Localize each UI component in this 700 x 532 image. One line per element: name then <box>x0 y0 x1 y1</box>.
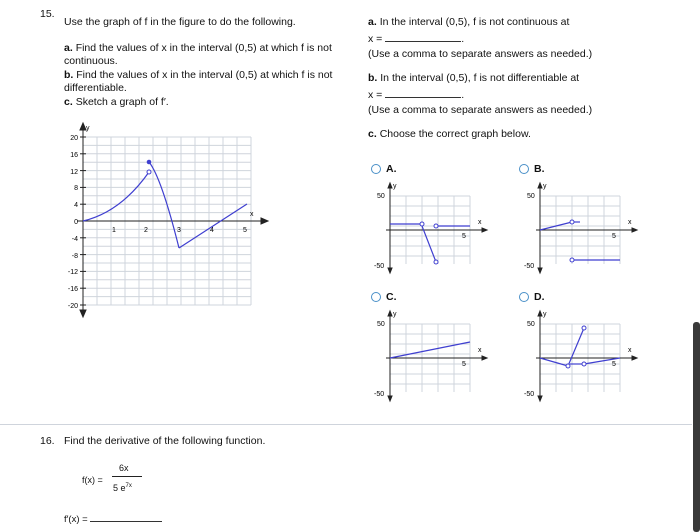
option-b-open-dot-2 <box>570 258 574 262</box>
function-expression <box>82 458 162 498</box>
option-d-y-bottom: -50 <box>524 391 535 398</box>
svg-text:12: 12 <box>70 169 78 176</box>
option-a-x-label: x <box>478 219 482 226</box>
svg-text:-20: -20 <box>67 303 78 310</box>
option-a-y-bottom: -50 <box>374 263 385 270</box>
question-15-number: 15. <box>40 8 55 20</box>
option-d-open-dot <box>566 364 570 368</box>
answer-c-prompt: c. Choose the correct graph below. <box>368 128 531 140</box>
svg-text:16: 16 <box>70 152 78 159</box>
option-a-graph[interactable] <box>370 180 490 275</box>
answer-a-x-prefix: x = <box>368 33 383 45</box>
option-b-open-dot <box>570 220 574 224</box>
svg-text:-4: -4 <box>71 236 78 243</box>
y-tick-labels <box>68 135 78 310</box>
option-b-x-tick: 5 <box>612 233 616 240</box>
option-c-label: C. <box>386 291 397 303</box>
option-c-graph[interactable] <box>370 308 490 403</box>
y-axis-label: y <box>86 125 90 132</box>
svg-text:4: 4 <box>74 202 78 209</box>
option-b-x-label: x <box>628 219 632 226</box>
option-d-label: D. <box>534 291 545 303</box>
derivative-answer-row <box>64 512 162 526</box>
svg-text:-8: -8 <box>71 253 78 260</box>
answer-b-prompt: b. In the interval (0,5), f is not differentiable at <box>368 72 580 84</box>
svg-text:3: 3 <box>177 227 181 234</box>
option-a-open-dot <box>420 222 424 226</box>
question-16-number: 16. <box>40 435 55 447</box>
svg-text:-12: -12 <box>67 269 78 276</box>
option-c-y-label: y <box>393 311 397 318</box>
answer-b-input[interactable] <box>385 88 461 98</box>
task-a-line2: continuous. <box>64 55 118 67</box>
x-axis-label: x <box>250 211 254 218</box>
answer-a-hint: (Use a comma to separate answers as needed.) <box>368 48 593 60</box>
option-d-x-tick: 5 <box>612 361 616 368</box>
option-c-x-label: x <box>478 347 482 354</box>
closed-dot-at-2 <box>147 160 152 165</box>
x-tick-labels <box>112 227 247 234</box>
svg-text:-16: -16 <box>67 286 78 293</box>
task-b-line2: differentiable. <box>64 82 127 94</box>
option-b-y-top: 50 <box>527 193 535 200</box>
y-axis-arrow-down <box>80 310 86 317</box>
fraction-numerator: 6x <box>119 463 129 473</box>
fraction-bar <box>112 476 142 477</box>
option-a-radio[interactable] <box>371 164 381 174</box>
option-d-radio[interactable] <box>519 292 529 302</box>
derivative-answer-label: f′(x) = <box>64 514 88 525</box>
option-c-y-bottom: -50 <box>374 391 385 398</box>
task-a-line1: a. Find the values of x in the interval (0,5) at which f is not <box>64 42 332 54</box>
option-b-label: B. <box>534 163 545 175</box>
option-a-x-tick: 5 <box>462 233 466 240</box>
option-d-y-label: y <box>543 311 547 318</box>
graph-of-f <box>55 120 270 325</box>
option-a-open-dot-3 <box>434 224 438 228</box>
svg-text:4: 4 <box>210 227 214 234</box>
option-a-y-top: 50 <box>377 193 385 200</box>
option-a-open-dot-2 <box>434 260 438 264</box>
option-a-label: A. <box>386 163 397 175</box>
option-c-x-tick: 5 <box>462 361 466 368</box>
svg-text:20: 20 <box>70 135 78 142</box>
question-15-prompt: Use the graph of f in the figure to do the following. <box>64 16 296 28</box>
answer-a-input[interactable] <box>385 32 461 42</box>
vertical-scrollbar[interactable] <box>693 322 700 532</box>
answer-a-prompt: a. In the interval (0,5), f is not continuous at <box>368 16 570 28</box>
option-d-x-label: x <box>628 347 632 354</box>
svg-text:5: 5 <box>243 227 247 234</box>
function-lhs: f(x) = <box>82 475 103 485</box>
derivative-answer-input[interactable] <box>90 512 162 522</box>
option-d-graph[interactable] <box>520 308 640 403</box>
question-divider <box>0 424 692 425</box>
answer-a-row: x = . <box>368 33 465 45</box>
fraction-denominator: 5 $e^{7x}$ <box>113 483 132 493</box>
question-16-prompt: Find the derivative of the following function. <box>64 435 266 447</box>
task-b-line1: b. Find the values of x in the interval (0,5) at which f is not <box>64 69 333 81</box>
option-d-open-dot-2 <box>582 326 586 330</box>
option-d-open-dot-3 <box>582 362 586 366</box>
svg-text:8: 8 <box>74 185 78 192</box>
answer-b-hint: (Use a comma to separate answers as needed.) <box>368 104 593 116</box>
option-c-y-top: 50 <box>377 321 385 328</box>
option-b-radio[interactable] <box>519 164 529 174</box>
task-c: c. Sketch a graph of f′. <box>64 96 169 108</box>
open-dot-at-2 <box>147 170 151 174</box>
option-b-curve <box>540 222 620 260</box>
option-a-y-label: y <box>393 183 397 190</box>
answer-b-row: x = . <box>368 89 465 101</box>
svg-text:0: 0 <box>74 219 78 226</box>
option-b-graph[interactable] <box>520 180 640 275</box>
svg-text:2: 2 <box>144 227 148 234</box>
option-c-radio[interactable] <box>371 292 381 302</box>
option-d-y-top: 50 <box>527 321 535 328</box>
answer-b-x-prefix: x = <box>368 89 383 101</box>
option-b-y-bottom: -50 <box>524 263 535 270</box>
x-axis-arrow <box>261 218 268 224</box>
svg-text:1: 1 <box>112 227 116 234</box>
option-b-y-label: y <box>543 183 547 190</box>
